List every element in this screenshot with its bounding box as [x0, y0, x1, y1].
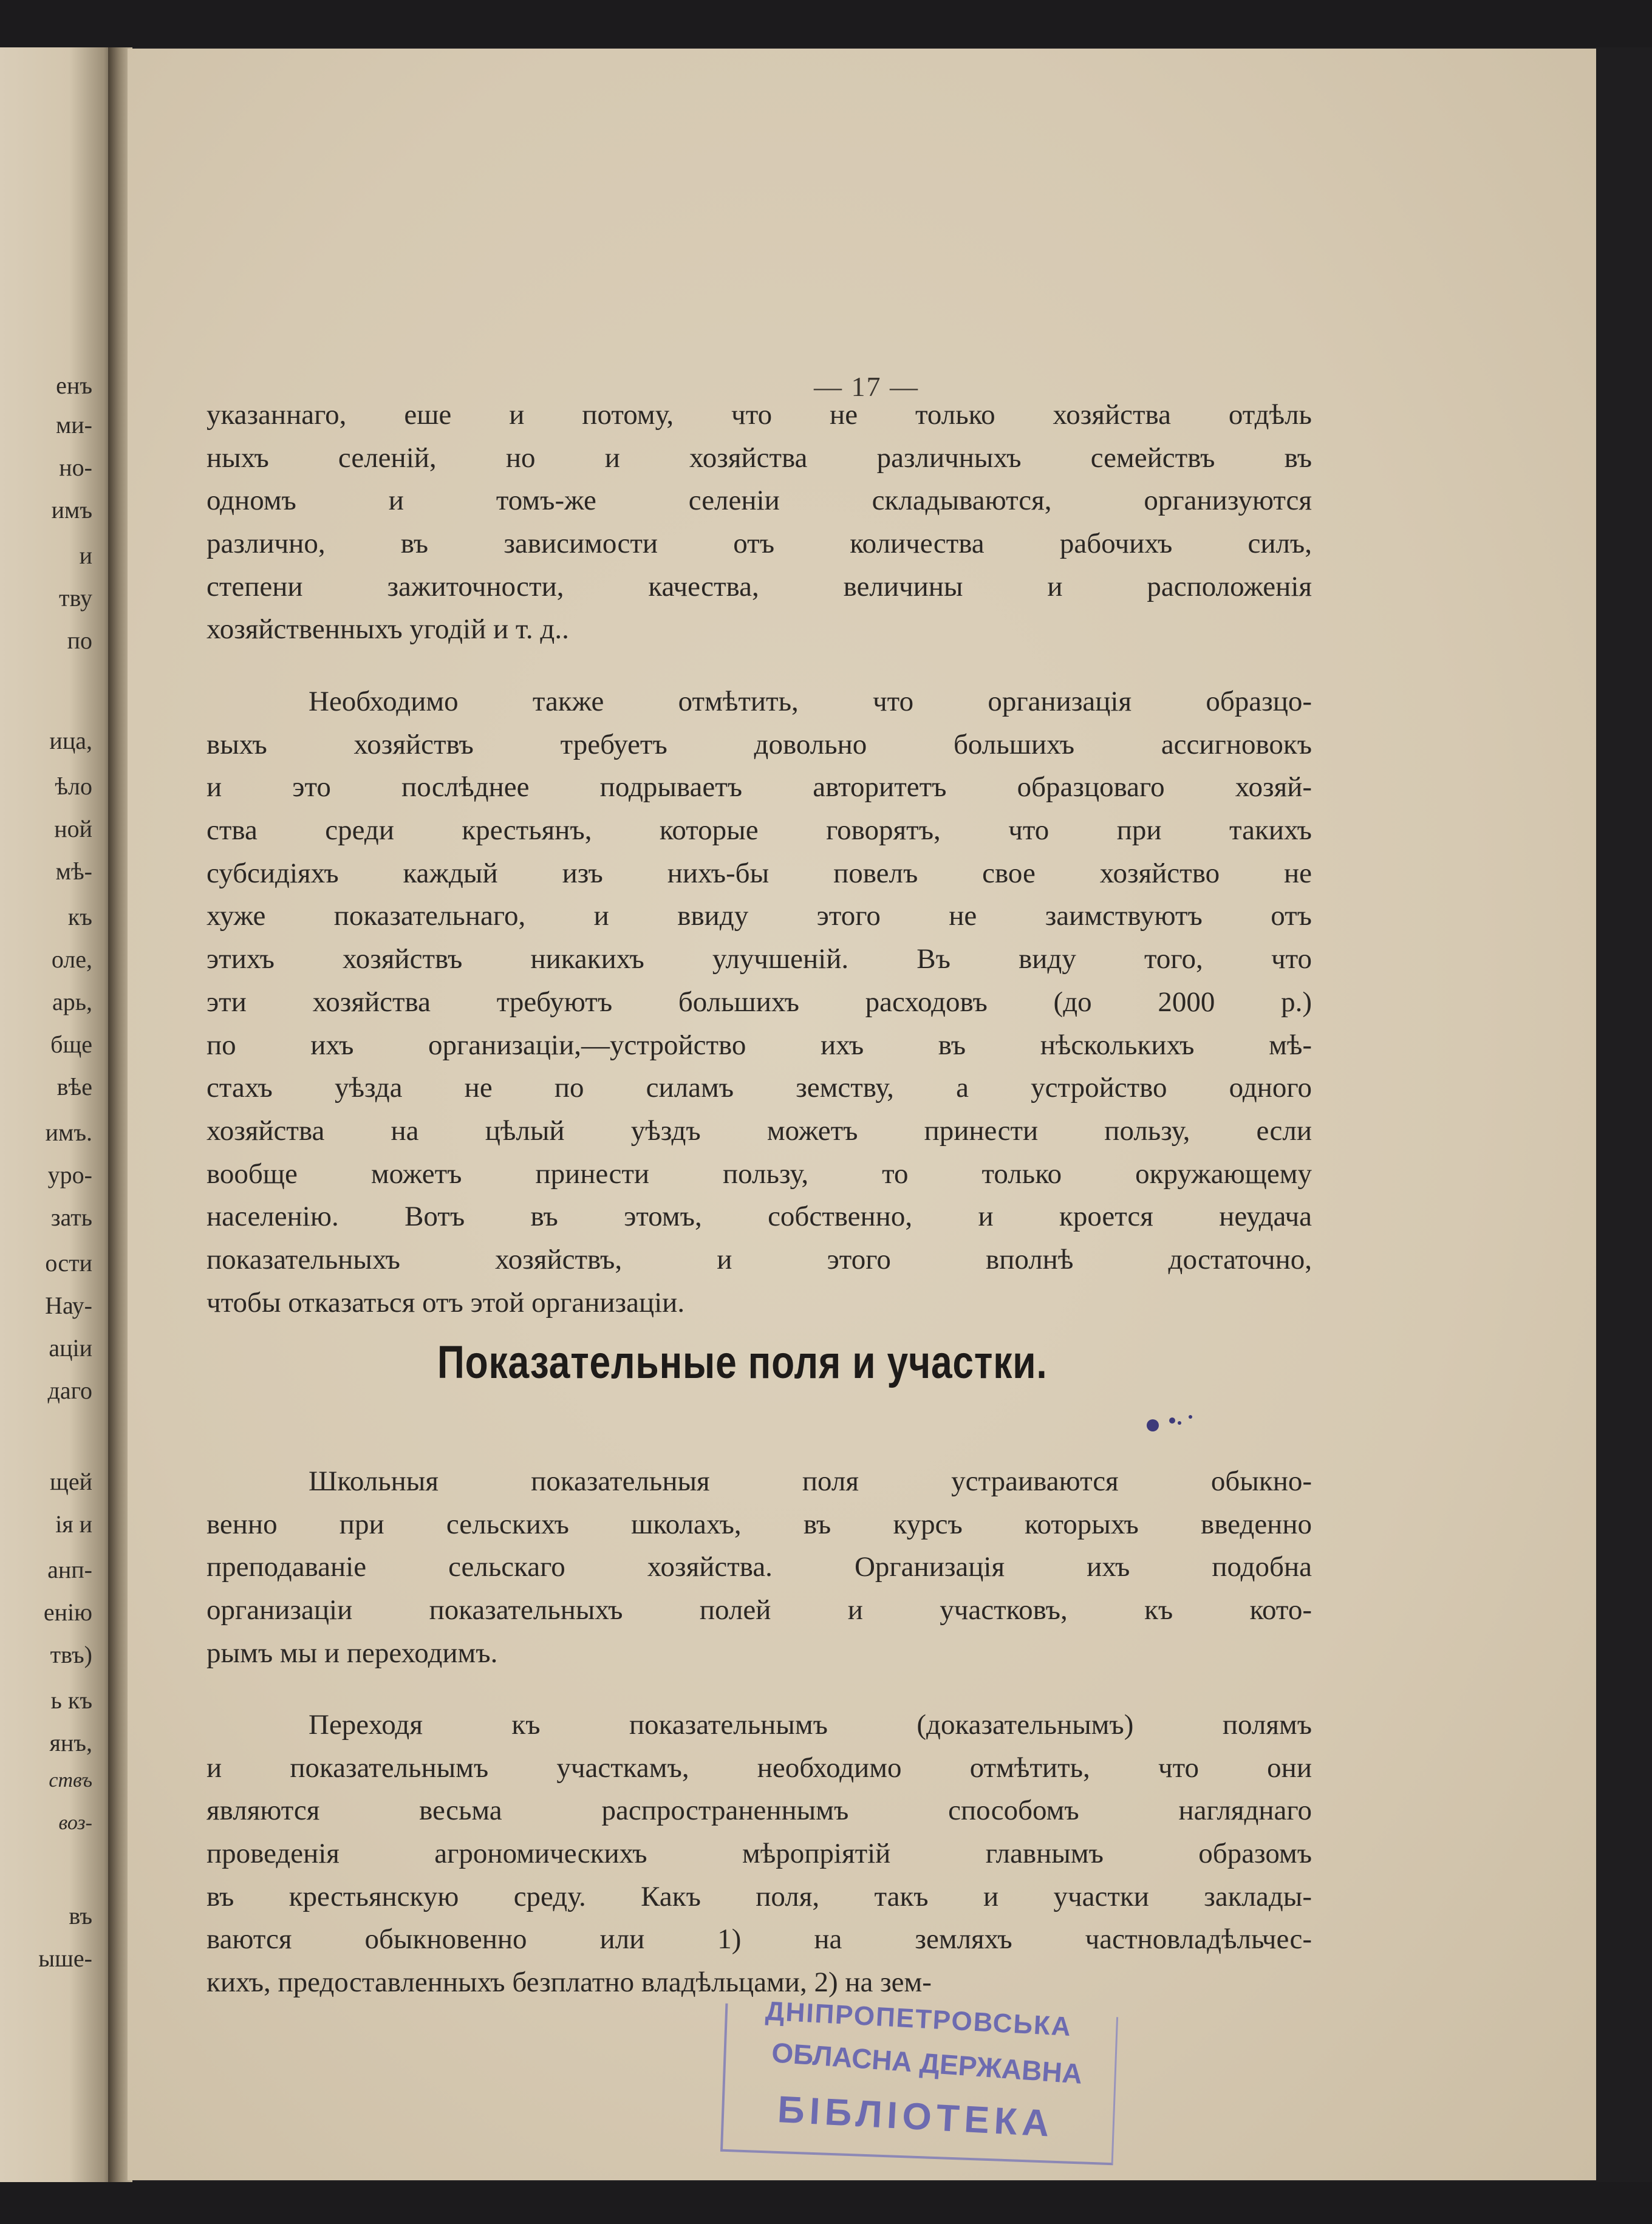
paragraph-3: [206, 1460, 1312, 1674]
text-line: рымъ мы и переходимъ.: [206, 1637, 498, 1669]
left-page-fragment: тву: [59, 584, 92, 612]
stamp-line-2: ОБЛАСНА ДЕРЖАВНА: [770, 2036, 1084, 2090]
text-line: различно, въ зависимости отъ количества рабочихъ силъ,: [206, 528, 1312, 560]
left-page-fragment: ствъ: [49, 1769, 92, 1792]
left-page-fragment: имъ.: [45, 1119, 92, 1146]
text-line: субсидіяхъ каждый изъ нихъ-бы повелъ свое хозяйство не: [206, 857, 1312, 889]
section-heading: Показательные поля и участки.: [437, 1337, 1048, 1388]
left-page-fragment: анп-: [47, 1556, 92, 1583]
text-line: выхъ хозяйствъ требуетъ довольно большихъ ассигновокъ: [206, 728, 1312, 760]
text-line: хуже показательнаго, и ввиду этого не заимствуютъ отъ: [206, 900, 1312, 932]
left-page-fragment: мѣ-: [55, 858, 92, 885]
left-page-fragment: ица,: [49, 727, 92, 754]
left-page-fragment: по: [67, 627, 92, 654]
left-page-fragment: арь,: [52, 988, 92, 1015]
left-page-fragment: къ: [67, 903, 92, 930]
scan-right-border: [1596, 47, 1652, 2182]
left-page-fragment: твъ): [50, 1641, 92, 1668]
text-line: одномъ и томъ-же селеніи складываются, организуются: [206, 485, 1312, 517]
page-number: — 17 —: [814, 371, 919, 402]
text-line: вообще можетъ принести пользу, то только окружающему: [206, 1158, 1312, 1190]
text-line: степени зажиточности, качества, величины и расположенія: [206, 570, 1312, 602]
text-line: эти хозяйства требуютъ большихъ расходовъ (до 2000 р.): [206, 986, 1312, 1018]
text-line: Переходя къ показательнымъ (доказательнымъ) полямъ: [309, 1709, 1312, 1741]
text-line: Необходимо также отмѣтить, что организація образцо-: [309, 686, 1312, 717]
left-page-fragment: но-: [59, 454, 92, 481]
left-page-fragment: и: [79, 542, 92, 569]
text-line: указаннаго, еше и потому, что не только хозяйства отдѣль: [206, 399, 1312, 431]
left-page-fragment: ыше-: [38, 1945, 92, 1972]
left-page-fragment: бще: [50, 1031, 92, 1058]
text-line: ства среди крестьянъ, которые говорятъ, что при такихъ: [206, 814, 1312, 847]
text-line: стахъ уѣзда не по силамъ земству, а устройство одного: [206, 1072, 1312, 1104]
paragraph-4: [206, 1704, 1312, 2004]
left-page-fragment: уро-: [47, 1161, 92, 1189]
left-page-fragment: вѣе: [56, 1073, 92, 1100]
left-page-fragment: воз-: [58, 1812, 92, 1834]
left-page-fragment: Нау-: [45, 1292, 92, 1319]
text-line: чтобы отказаться отъ этой организаціи.: [206, 1286, 685, 1318]
left-page-edge: [0, 47, 115, 2182]
text-line: ныхъ селеній, но и хозяйства различныхъ семействъ въ: [206, 442, 1312, 474]
text-line: хозяйственныхъ угодій и т. д..: [206, 613, 569, 646]
text-line: Школьныя показательныя поля устраиваются обыкно-: [309, 1465, 1312, 1497]
left-page-fragment: имъ: [51, 496, 92, 524]
text-line: ваются обыкновенно или 1) на земляхъ частновладѣльчес-: [206, 1923, 1312, 1956]
left-page-fragment: ной: [54, 815, 92, 842]
text-line: преподаваніе сельскаго хозяйства. Организація ихъ подобна: [206, 1551, 1312, 1583]
text-line: въ крестьянскую среду. Какъ поля, такъ и участки заклады-: [206, 1880, 1312, 1912]
left-page-fragment: енъ: [56, 372, 92, 399]
text-line: и это послѣднее подрываетъ авторитетъ образцоваго хозяй-: [206, 771, 1312, 803]
left-page-fragment: ія и: [55, 1510, 92, 1538]
left-page-fragment: янъ,: [49, 1729, 92, 1756]
left-page-fragment: аціи: [49, 1334, 92, 1362]
ink-blot: [1142, 1412, 1196, 1436]
text-line: показательныхъ хозяйствъ, и этого вполнѣ достаточно,: [206, 1243, 1312, 1275]
left-page-fragment: зать: [50, 1204, 92, 1231]
text-line: по ихъ организаціи,—устройство ихъ въ нѣсколькихъ мѣ-: [206, 1029, 1312, 1061]
left-page-fragment: ь къ: [50, 1687, 92, 1714]
left-page-fragment: въ: [69, 1902, 92, 1929]
text-line: этихъ хозяйствъ никакихъ улучшеній. Въ виду того, что: [206, 943, 1312, 975]
text-line: хозяйства на цѣлый уѣздъ можетъ принести пользу, если: [206, 1114, 1312, 1147]
text-line: и показательнымъ участкамъ, необходимо отмѣтить, что они: [206, 1752, 1312, 1784]
left-page-fragment: даго: [47, 1377, 92, 1404]
left-page-fragment: ости: [45, 1249, 92, 1277]
scan-top-border: [0, 0, 1652, 47]
scan-bottom-border: [0, 2182, 1652, 2224]
text-line: кихъ, предоставленныхъ безплатно владѣльцами, 2) на зем-: [206, 1966, 932, 1999]
left-page-fragment: ми-: [55, 411, 92, 438]
library-stamp: [717, 1996, 1142, 2162]
paragraph-2: [206, 680, 1312, 1324]
left-page-fragment: енію: [43, 1598, 92, 1626]
paragraph-1: [206, 394, 1312, 651]
stamp-line-1: ДНІПРОПЕТРОВСЬКА: [765, 1996, 1073, 2042]
left-page-fragment: оле,: [51, 946, 92, 973]
text-line: являются весьма распространеннымъ способомъ нагляднаго: [206, 1795, 1312, 1827]
stamp-line-3: БІБЛІОТЕКА: [776, 2089, 1056, 2145]
left-page-fragment: щей: [50, 1468, 92, 1495]
text-line: проведенія агрономическихъ мѣропріятій главнымъ образомъ: [206, 1838, 1312, 1870]
text-line: организаціи показательныхъ полей и участковъ, къ кото-: [206, 1594, 1312, 1626]
text-line: населенію. Вотъ въ этомъ, собственно, и кроется неудача: [206, 1201, 1312, 1233]
text-line: венно при сельскихъ школахъ, въ курсъ которыхъ введенно: [206, 1508, 1312, 1540]
left-page-fragment: ѣло: [55, 773, 92, 800]
